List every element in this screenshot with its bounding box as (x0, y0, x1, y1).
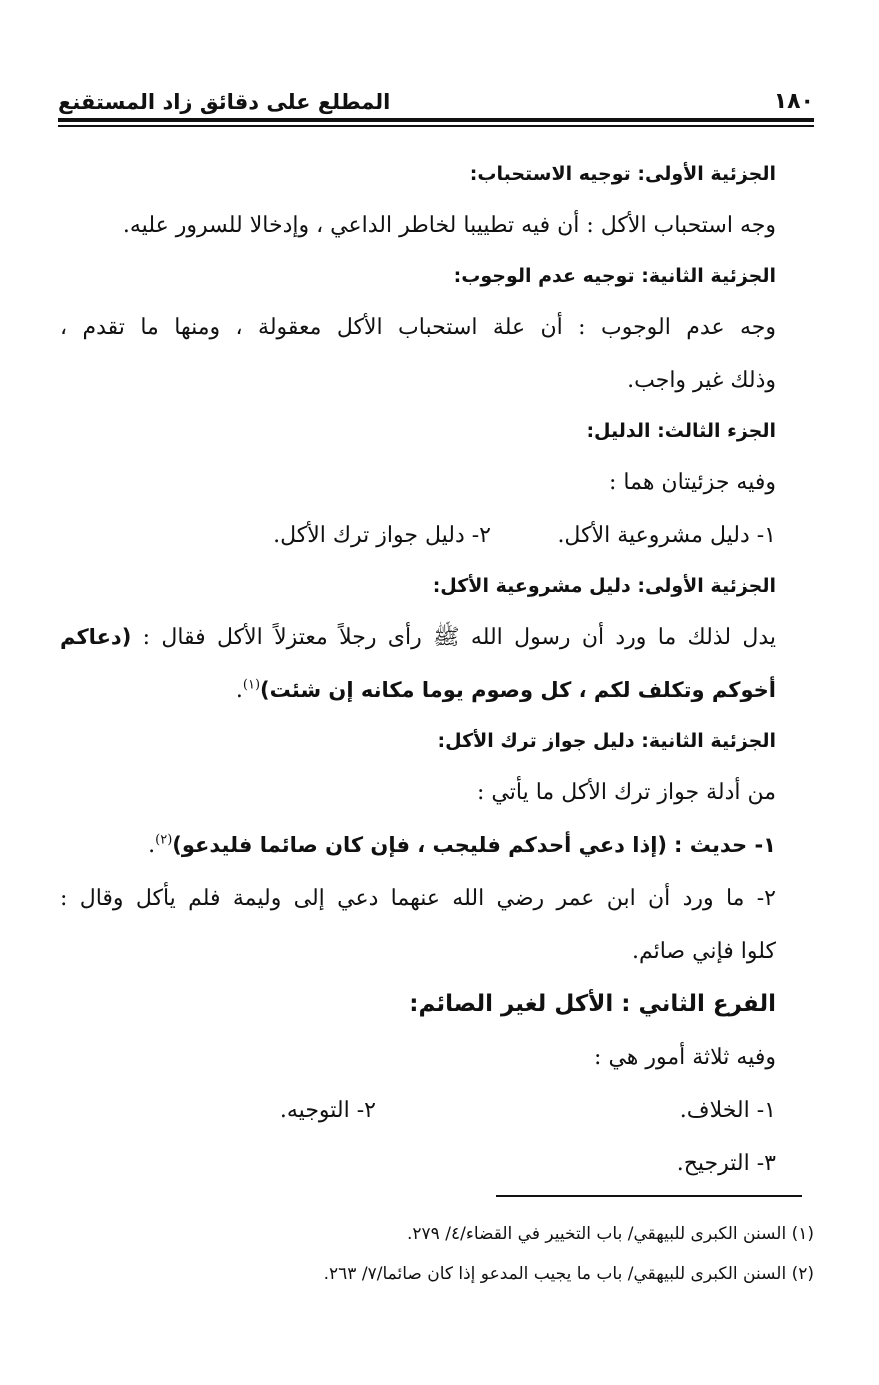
list-item: ٣- الترجيح. (676, 1151, 776, 1176)
text-run: يدل لذلك ما ورد أن رسول الله ﷺ رأى رجلاً معتزلاً الأكل فقال : (142, 625, 776, 650)
list-row (60, 1084, 776, 1137)
running-title: المطلع على دقائق زاد المستقنع (58, 90, 391, 114)
heading-dalil: الجزء الثالث: الدليل: (586, 420, 776, 442)
text-run: ١- حديث : (674, 833, 776, 857)
paragraph-line: من أدلة جواز ترك الأكل ما يأتي : (477, 780, 776, 805)
paragraph-line: ٢- ما ورد أن ابن عمر رضي الله عنهما دعي إلى وليمة فلم يأكل وقال : (60, 886, 776, 911)
list-item: ٢- دليل جواز ترك الأكل. (273, 523, 491, 548)
paragraph-line: وجه استحباب الأكل : أن فيه تطييبا لخاطر الداعي ، وإدخالا للسرور عليه. (122, 213, 776, 238)
footnotes (60, 1214, 814, 1294)
paragraph-line (60, 664, 776, 717)
text-run: . (148, 833, 156, 858)
heading-adam-wujub: الجزئية الثانية: توجيه عدم الوجوب: (453, 265, 776, 287)
list-item: ١- دليل مشروعية الأكل. (557, 523, 776, 548)
paragraph-line: وفيه جزئيتان هما : (609, 470, 776, 495)
footnote-rule (496, 1195, 802, 1197)
list-row (60, 509, 776, 562)
page-body (60, 150, 776, 1190)
heading-istihbab: الجزئية الأولى: توجيه الاستحباب: (469, 163, 776, 185)
header-rule-thick (58, 118, 814, 122)
footnote: (١) السنن الكبرى للبيهقي/ باب التخيير في القضاء/٤/ ٢٧٩. (407, 1224, 814, 1244)
page-header (58, 84, 814, 114)
paragraph-line: وجه عدم الوجوب : أن علة استحباب الأكل معقولة ، ومنها ما تقدم ، (60, 315, 776, 340)
paragraph-line (60, 819, 776, 872)
text-run: . (235, 678, 243, 703)
paragraph-line: كلوا فإني صائم. (631, 939, 776, 964)
header-rule-thin (58, 125, 814, 127)
hadith-quote: (إذا دعي أحدكم فليجب ، فإن كان صائما فليدعو) (172, 833, 668, 857)
hadith-quote: أخوكم وتكلف لكم ، كل وصوم يوما مكانه إن شئت) (260, 678, 776, 702)
paragraph-line: وذلك غير واجب. (627, 368, 776, 393)
page-number: ١٨٠ (773, 89, 814, 114)
footnote-ref: (١) (242, 677, 261, 693)
footnote-ref: (٢) (155, 832, 173, 848)
paragraph-line (60, 611, 776, 664)
list-item: ٢- التوجيه. (279, 1098, 376, 1123)
heading-tark: الجزئية الثانية: دليل جواز ترك الأكل: (437, 730, 776, 752)
paragraph-line: وفيه ثلاثة أمور هي : (594, 1045, 776, 1070)
list-item: ١- الخلاف. (679, 1098, 776, 1123)
heading-mashruiya: الجزئية الأولى: دليل مشروعية الأكل: (432, 575, 776, 597)
footnote: (٢) السنن الكبرى للبيهقي/ باب ما يجيب المدعو إذا كان صائما/٧/ ٢٦٣. (323, 1264, 814, 1284)
heading-section-far: الفرع الثاني : الأكل لغير الصائم: (409, 991, 776, 1017)
hadith-quote: (دعاكم (60, 625, 132, 649)
